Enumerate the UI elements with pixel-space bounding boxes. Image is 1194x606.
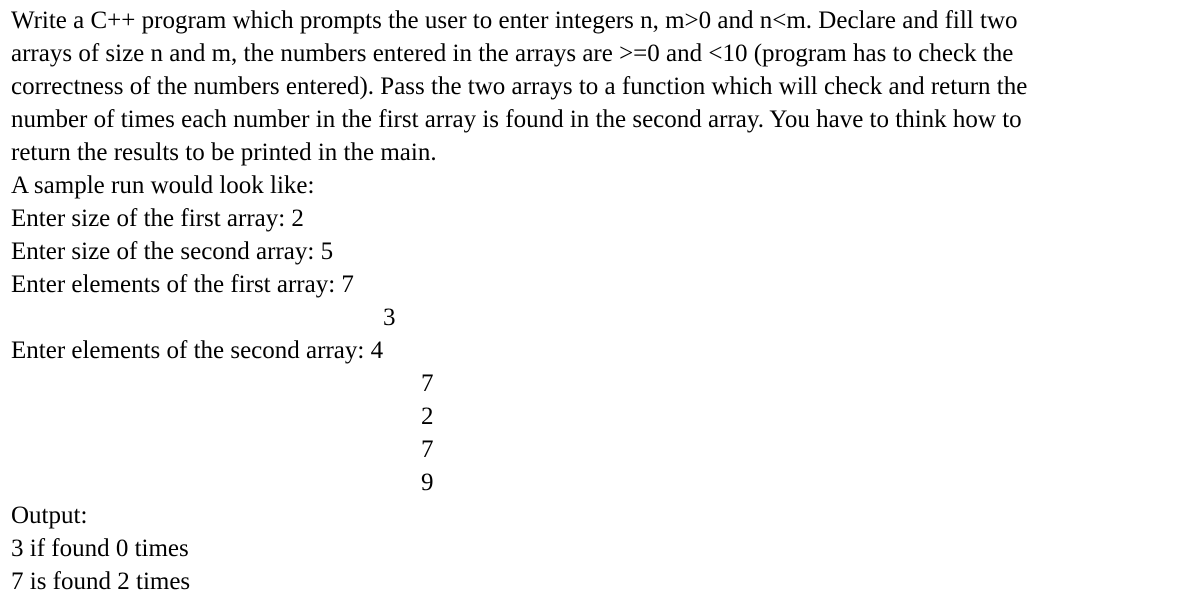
output-label: Output: bbox=[11, 502, 88, 529]
first-array-element: 3 bbox=[383, 304, 396, 331]
prompt-second-elements: Enter elements of the second array: 4 bbox=[11, 337, 384, 364]
prompt-first-elements: Enter elements of the first array: 7 bbox=[11, 271, 354, 298]
sample-intro: A sample run would look like: bbox=[11, 172, 315, 199]
task-description bbox=[11, 4, 1183, 169]
task-line: correctness of the numbers entered). Pass the two arrays to a function which will check and return the bbox=[11, 73, 1028, 100]
task-line: number of times each number in the first array is found in the second array. You have to think how to bbox=[11, 106, 1022, 133]
second-array-element: 7 bbox=[421, 436, 434, 463]
sample-output bbox=[11, 499, 1183, 598]
document-body bbox=[11, 4, 1183, 598]
second-array-element: 2 bbox=[421, 403, 434, 430]
task-line: Write a C++ program which prompts the user to enter integers n, m>0 and n<m. Declare and fill two bbox=[11, 7, 1018, 34]
output-line: 3 if found 0 times bbox=[11, 535, 189, 562]
sample-run bbox=[11, 169, 1183, 499]
second-array-element: 9 bbox=[421, 469, 434, 496]
prompt-first-size: Enter size of the first array: 2 bbox=[11, 205, 304, 232]
output-line: 7 is found 2 times bbox=[11, 568, 191, 595]
second-array-element: 7 bbox=[421, 370, 434, 397]
task-line: arrays of size n and m, the numbers entered in the arrays are >=0 and <10 (program has to check the bbox=[11, 40, 1014, 67]
prompt-second-size: Enter size of the second array: 5 bbox=[11, 238, 334, 265]
task-line: return the results to be printed in the main. bbox=[11, 139, 437, 166]
